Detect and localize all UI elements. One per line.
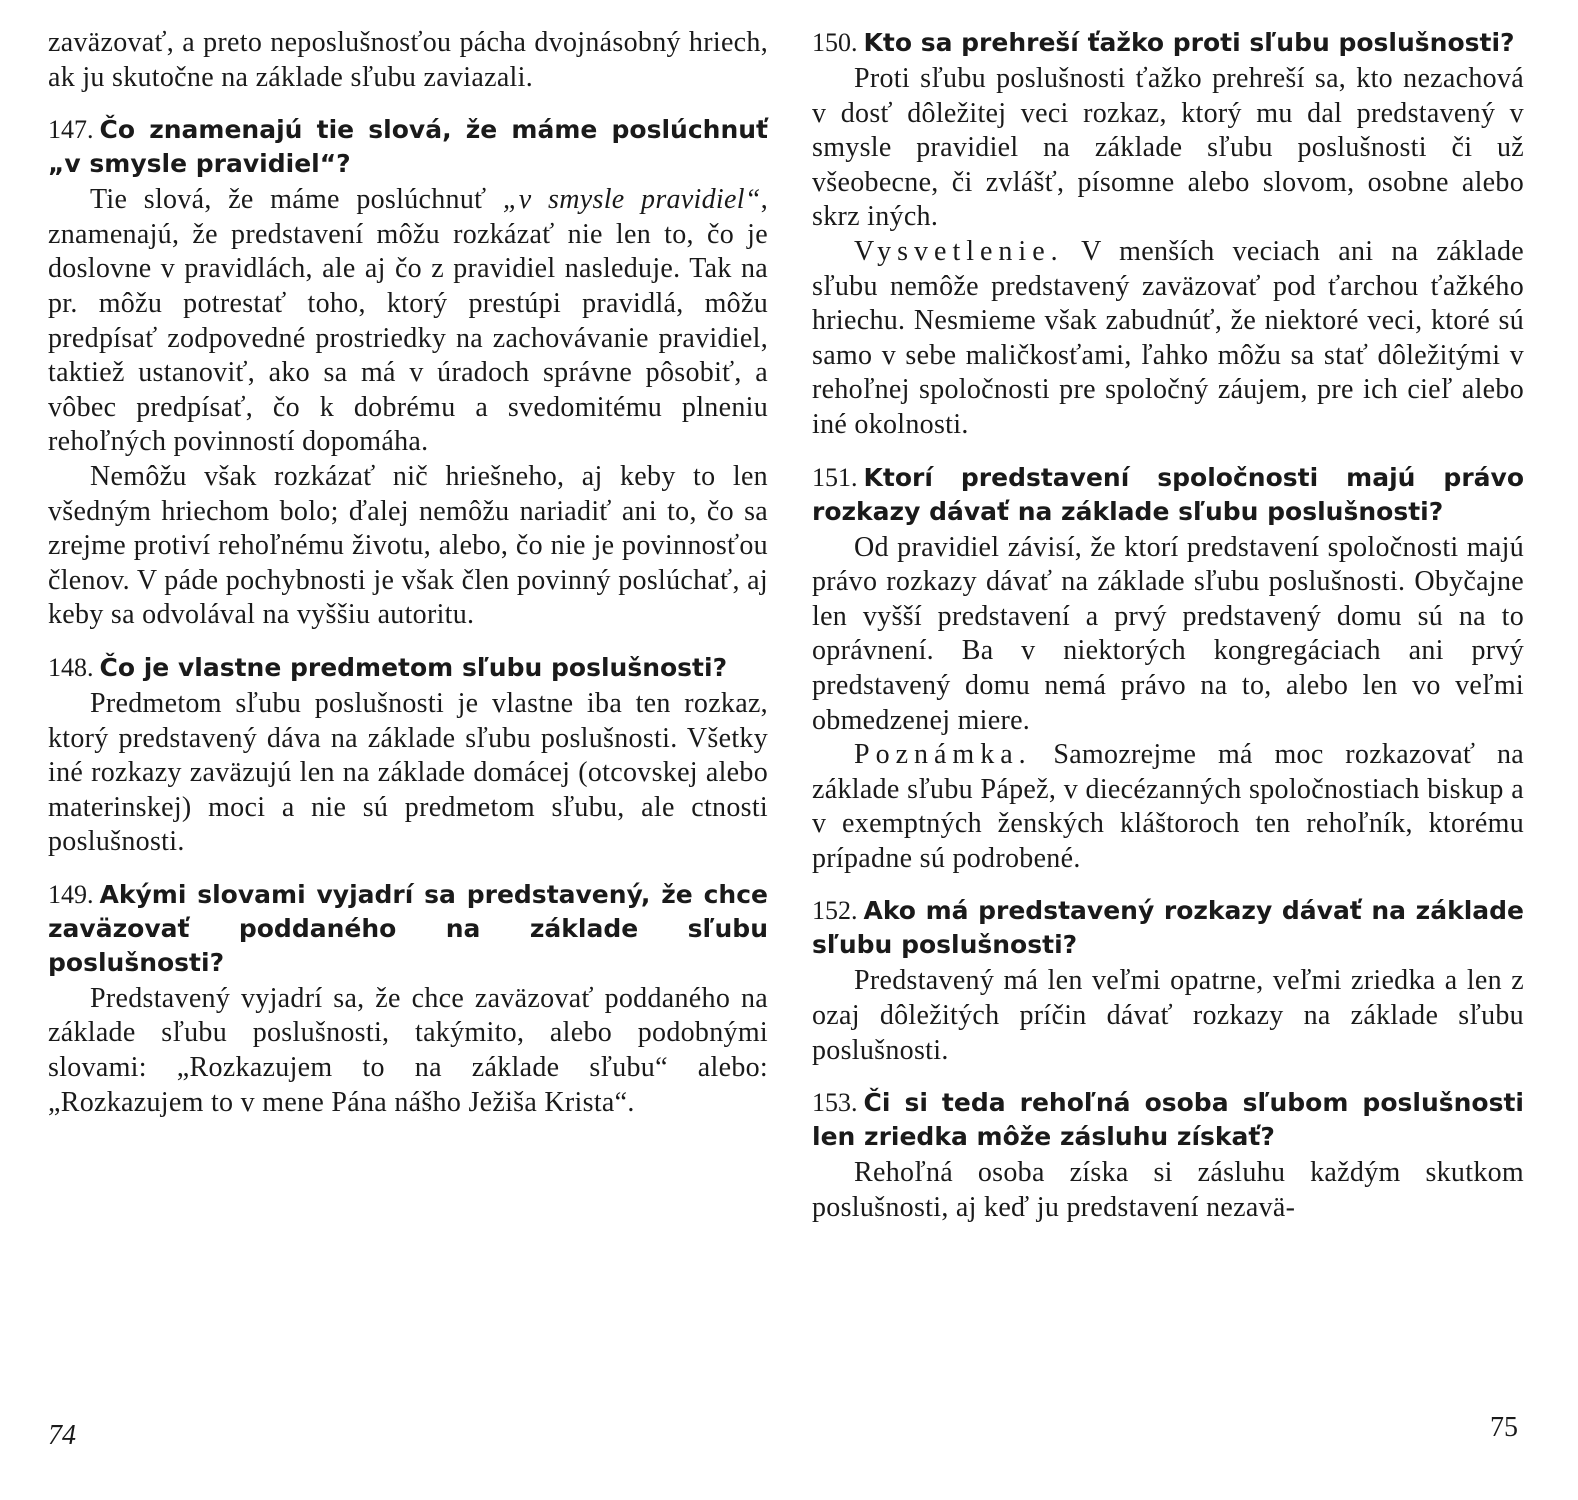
left-text-block [48, 26, 768, 1120]
question-number: 148. [48, 652, 94, 682]
question-text: Kto sa prehreší ťažko proti sľubu poslušnosti? [863, 28, 1515, 57]
question-text: Čo znamenajú tie slová, že máme poslúchnuť „v smysle pravidiel“? [48, 115, 768, 179]
right-text-block [812, 26, 1524, 1225]
note-text: V menších veciach ani na základe sľubu nemôže predstavený zaväzovať pod ťarchou ťažkého hriechu. Nesmieme však zabudnúť, že niektoré veci, ktoré sú samo v sebe maličkosťami, ľahko môžu sa stať dôležitými v rehoľnej spoločnosti pre spoločný záujem, pre ich cieľ alebo iné okolnosti. [812, 235, 1524, 440]
question-number: 151. [812, 462, 858, 492]
page-number-right: 75 [1490, 1412, 1518, 1443]
question-number: 149. [48, 879, 94, 909]
answer-151: Od pravidiel závisí, že ktorí predstavení spoločnosti majú právo rozkazy dávať na základe sľubu poslušnosti. Obyčajne len vyšší predstavení a prvý predstavený domu sú na to oprávnení. Ba v niektorých kongregáciach ani prvý predstavený domu nemá právo na to, alebo len vo veľmi obmedzenej miere. [812, 531, 1524, 736]
note-label: Poznámka. [854, 739, 1032, 771]
question-text: Čo je vlastne predmetom sľubu poslušnosti? [99, 652, 728, 682]
question-147 [48, 113, 768, 181]
answer-147-paragraph-1 [48, 183, 768, 460]
note-label: Vysvetlenie. [854, 235, 1064, 267]
question-148 [48, 651, 768, 685]
question-text: Ako má predstavený rozkazy dávať na základe sľubu poslušnosti? [812, 896, 1524, 960]
answer-148: Predmetom sľubu poslušnosti je vlastne iba ten rozkaz, ktorý predstavený dáva na základe sľubu poslušnosti. Všetky iné rozkazy zaväzujú len na základe domácej (otcovskej alebo materinskej) moci a nie sú predmetom sľubu, ale ctnosti poslušnosti. [48, 687, 768, 858]
answer-149: Predstavený vyjadrí sa, že chce zaväzovať poddaného na základe sľubu poslušnosti, takýmito, alebo podobnými slovami: „Rozkazujem to na základe sľubu“ alebo: „Rozkazujem to v mene Pána nášho Ježiša Krista“. [48, 982, 768, 1118]
answer-152: Predstavený má len veľmi opatrne, veľmi zriedka a len z ozaj dôležitých príčin dávať rozkazy na základe sľubu poslušnosti. [812, 965, 1524, 1066]
italic-phrase: „v smysle pravidiel“ [502, 184, 761, 216]
question-number: 147. [48, 115, 94, 145]
question-152 [812, 894, 1524, 962]
question-text: Či si teda rehoľná osoba sľubom poslušnosti len zriedka môže zásluhu získať? [812, 1088, 1524, 1152]
question-151 [812, 461, 1524, 529]
answer-147-paragraph-2: Nemôžu však rozkázať nič hriešneho, aj keby to len všedným hriechom bolo; ďalej nemôžu nariadiť ani to, čo sa zrejme protiví rehoľnému životu, alebo, čo nie je povinnosťou členov. V páde pochybnosti je však člen povinný poslúchať, aj keby sa odvolával na vyššiu autoritu. [48, 460, 768, 631]
question-text: Akými slovami vyjadrí sa predstavený, že chce zaväzovať poddaného na základe sľubu poslušnosti? [48, 879, 768, 977]
note-text: Samozrejme má moc rozkazovať na základe sľubu Pápež, v diecézanných spoločnostiach biskup a v exemptných ženských kláštoroch ten rehoľník, ktorému prípadne sú podrobené. [812, 739, 1524, 874]
answer-150: Proti sľubu poslušnosti ťažko prehreší sa, kto nezachová v dosť dôležitej veci rozkaz, ktorý mu dal predstavený v smysle pravidiel na základe sľubu poslušnosti či už všeobecne, či zvlášť, písomne alebo slovom, osobne alebo skrz iných. [812, 63, 1524, 233]
page-number-left: 74 [48, 1420, 76, 1451]
question-153 [812, 1086, 1524, 1154]
right-page [812, 0, 1524, 1500]
continuation-paragraph: zaväzovať, a preto neposlušnosťou pácha dvojnásobný hriech, ak ju skutočne na základe sľubu zaviazali. [48, 27, 768, 93]
question-number: 150. [812, 28, 858, 57]
answer-153: Rehoľná osoba získa si zásluhu každým skutkom poslušnosti, aj keď ju predstavení nezavä- [812, 1157, 1524, 1223]
question-number: 153. [812, 1088, 858, 1118]
answer-text: Tie slová, že máme poslúchnuť [90, 184, 503, 216]
left-page [48, 0, 768, 1500]
question-150 [812, 26, 1524, 60]
question-number: 152. [812, 896, 858, 926]
question-149 [48, 878, 768, 980]
note-150 [812, 235, 1524, 443]
question-text: Ktorí predstavení spoločnosti majú právo rozkazy dávať na základe sľubu poslušnosti? [812, 462, 1524, 526]
note-151 [812, 738, 1524, 876]
answer-text: , znamenajú, že predstavení môžu rozkázať nie len to, čo je doslovne v pravidlách, ale aj čo z pravidiel nasleduje. Tak na pr. môžu potrestať toho, ktorý prestúpi pravidlá, môžu predpísať zodpovedné prostriedky na zachovávanie pravidiel, taktiež ustanoviť, ako sa má v úradoch správne pôsobiť, a vôbec predpísať, čo k dobrému a svedomitému plneniu rehoľných povinností dopomáha. [48, 184, 769, 458]
